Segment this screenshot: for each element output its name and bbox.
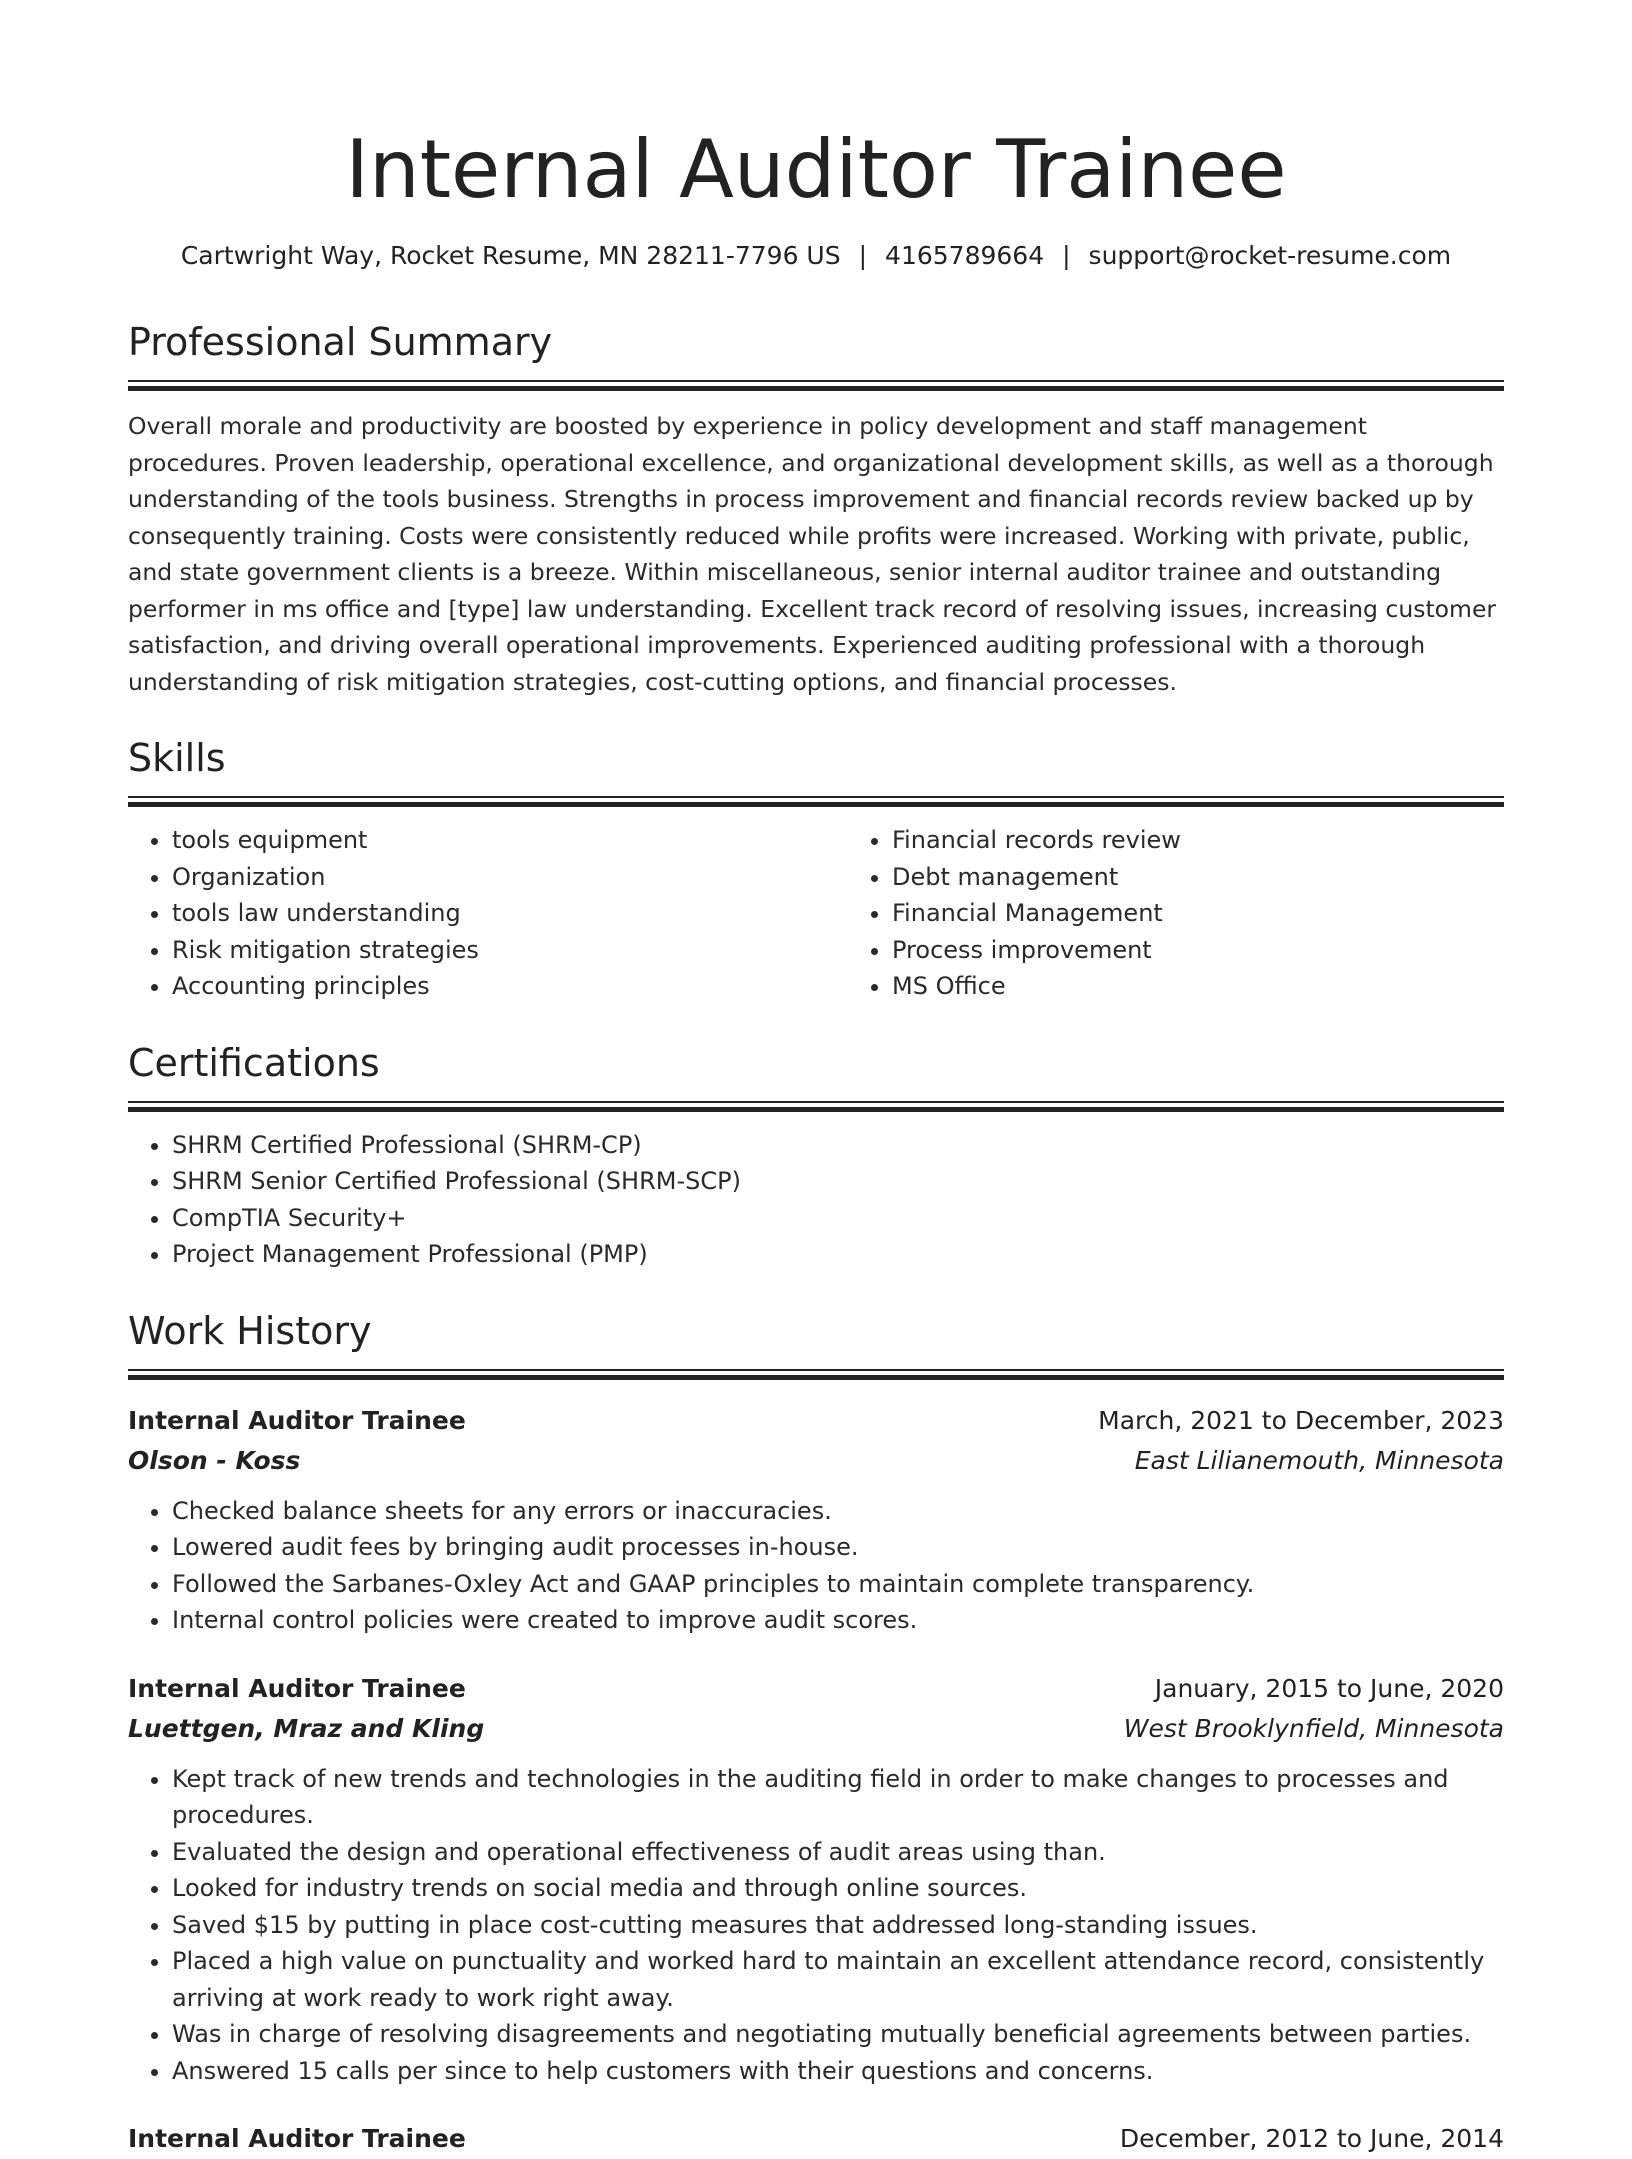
section-heading: Work History bbox=[128, 1307, 1504, 1355]
job-duty-item: • Followed the Sarbanes-Oxley Act and GAAP principles to maintain complete transparency. bbox=[172, 1566, 1504, 1603]
certification-item: • Project Management Professional (PMP) bbox=[172, 1236, 1504, 1273]
certifications-section bbox=[128, 1039, 1504, 1273]
skills-list-left bbox=[128, 822, 806, 1005]
section-heading: Certifications bbox=[128, 1039, 1504, 1087]
skill-item: • Financial records review bbox=[892, 822, 1526, 859]
job-duty-item: • Checked balance sheets for any errors or inaccuracies. bbox=[172, 1493, 1504, 1530]
job-subheader-row bbox=[128, 1709, 1504, 1749]
job-duty-item: • Kept track of new trends and technologies in the auditing field in order to make changes to processes and procedures. bbox=[172, 1761, 1504, 1834]
job-entry bbox=[128, 1401, 1504, 1639]
skills-grid bbox=[128, 822, 1504, 1005]
section-divider bbox=[128, 1101, 1504, 1113]
job-header-row bbox=[128, 1669, 1504, 1709]
job-company: Luettgen, Mraz and Kling bbox=[128, 1709, 484, 1749]
contact-line bbox=[128, 238, 1504, 274]
job-duty-item: • Was in charge of resolving disagreements and negotiating mutually beneficial agreements between parties. bbox=[172, 2016, 1504, 2053]
job-title: Internal Auditor Trainee bbox=[128, 2119, 466, 2159]
certification-item: • SHRM Certified Professional (SHRM-CP) bbox=[172, 1127, 1504, 1164]
job-duty-item: • Evaluated the design and operational effectiveness of audit areas using than. bbox=[172, 1834, 1504, 1871]
skill-item: • Organization bbox=[172, 859, 806, 896]
skill-item: • Process improvement bbox=[892, 932, 1526, 969]
certifications-list bbox=[128, 1127, 1504, 1273]
certification-item: • SHRM Senior Certified Professional (SHRM-SCP) bbox=[172, 1163, 1504, 1200]
job-duty-item: • Saved $15 by putting in place cost-cutting measures that addressed long-standing issues. bbox=[172, 1907, 1504, 1944]
skill-item: • Risk mitigation strategies bbox=[172, 932, 806, 969]
section-heading: Skills bbox=[128, 734, 1504, 782]
section-divider bbox=[128, 796, 1504, 808]
job-duty-item: • Placed a high value on punctuality and worked hard to maintain an excellent attendance record, consistently arriving at work ready to work right away. bbox=[172, 1943, 1504, 2016]
job-duty-item: • Lowered audit fees by bringing audit processes in-house. bbox=[172, 1529, 1504, 1566]
job-header-row bbox=[128, 2119, 1504, 2159]
section-divider bbox=[128, 380, 1504, 392]
job-header-row bbox=[128, 1401, 1504, 1441]
candidate-name: Internal Auditor Trainee bbox=[128, 118, 1504, 222]
section-heading: Professional Summary bbox=[128, 318, 1504, 366]
job-entry bbox=[128, 1669, 1504, 2090]
resume-page bbox=[128, 0, 1504, 2159]
job-title: Internal Auditor Trainee bbox=[128, 1401, 466, 1441]
work-history-section bbox=[128, 1307, 1504, 2159]
job-dates: January, 2015 to June, 2020 bbox=[1155, 1669, 1504, 1709]
job-location: East Lilianemouth, Minnesota bbox=[1135, 1441, 1504, 1481]
certification-item: • CompTIA Security+ bbox=[172, 1200, 1504, 1237]
professional-summary-section bbox=[128, 318, 1504, 700]
skills-section bbox=[128, 734, 1504, 1005]
contact-phone: 4165789664 bbox=[885, 241, 1044, 270]
skill-item: • tools law understanding bbox=[172, 895, 806, 932]
contact-separator: | bbox=[1044, 241, 1088, 270]
skill-item: • Accounting principles bbox=[172, 968, 806, 1005]
job-duty-item: • Looked for industry trends on social media and through online sources. bbox=[172, 1870, 1504, 1907]
contact-separator: | bbox=[841, 241, 885, 270]
job-duties-list bbox=[128, 1761, 1504, 2090]
summary-text: Overall morale and productivity are boosted by experience in policy development and staff management procedures. Proven leadership, operational excellence, and organizational development skills, as well as a thorough understanding of the tools business. Strengths in process improvement and financial records review backed up by consequently training. Costs were consistently reduced while profits were increased. Working with private, public, and state government clients is a breeze. Within miscellaneous, senior internal auditor trainee and outstanding performer in ms office and [type] law understanding. Excellent track record of resolving issues, increasing customer satisfaction, and driving overall operational improvements. Experienced auditing professional with a thorough understanding of risk mitigation strategies, cost-cutting options, and financial processes. bbox=[128, 408, 1504, 700]
skill-item: • MS Office bbox=[892, 968, 1526, 1005]
contact-address: Cartwright Way, Rocket Resume, MN 28211-7796 US bbox=[181, 241, 841, 270]
job-duty-item: • Internal control policies were created to improve audit scores. bbox=[172, 1602, 1504, 1639]
job-duty-item: • Answered 15 calls per since to help customers with their questions and concerns. bbox=[172, 2053, 1504, 2090]
section-divider bbox=[128, 1369, 1504, 1381]
job-dates: December, 2012 to June, 2014 bbox=[1120, 2119, 1504, 2159]
job-company: Olson - Koss bbox=[128, 1441, 300, 1481]
job-duties-list bbox=[128, 1493, 1504, 1639]
job-location: West Brooklynfield, Minnesota bbox=[1124, 1709, 1504, 1749]
contact-email: support@rocket-resume.com bbox=[1089, 241, 1452, 270]
job-dates: March, 2021 to December, 2023 bbox=[1098, 1401, 1504, 1441]
job-title: Internal Auditor Trainee bbox=[128, 1669, 466, 1709]
skills-list-right bbox=[806, 822, 1526, 1005]
skill-item: • tools equipment bbox=[172, 822, 806, 859]
job-subheader-row bbox=[128, 1441, 1504, 1481]
skill-item: • Financial Management bbox=[892, 895, 1526, 932]
skill-item: • Debt management bbox=[892, 859, 1526, 896]
job-entry bbox=[128, 2119, 1504, 2159]
